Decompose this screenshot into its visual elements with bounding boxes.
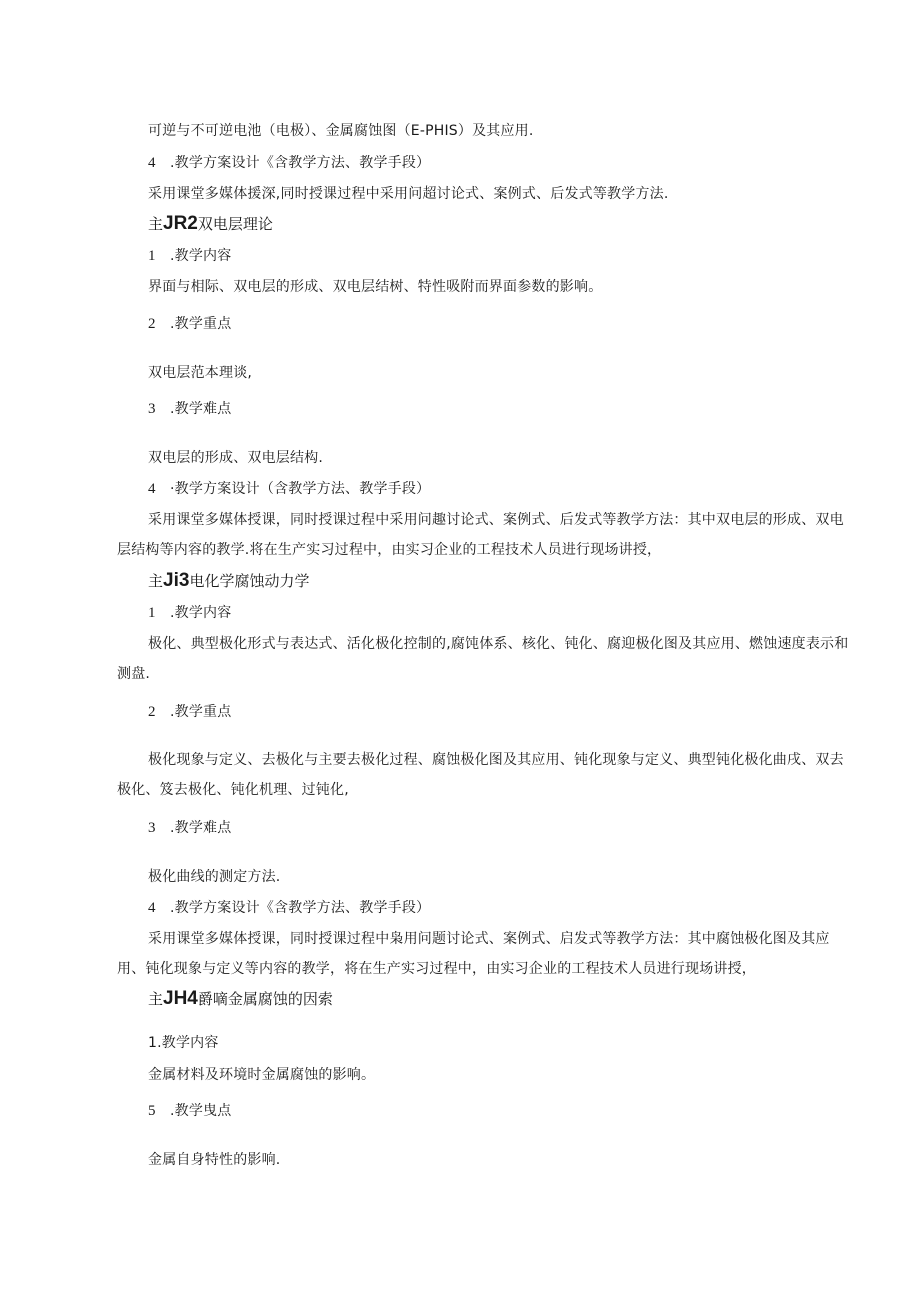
subsection-heading bbox=[148, 899, 430, 917]
heading-title: 爵嘀金属腐蚀的因索 bbox=[197, 990, 333, 1008]
heading-code: JH4 bbox=[163, 988, 198, 1009]
item-number: 2 bbox=[148, 316, 156, 332]
item-number: 5 bbox=[148, 1103, 156, 1119]
paragraph: 可逆与不可逆电池（电极）、金属腐蚀图（E-PHIS）及其应用. bbox=[148, 123, 534, 139]
paragraph-line: 采用课堂多媒体授课，同时授课过程中采用问趣讨论式、案例式、后发式等教学方法：其中双电层的形成、双电 bbox=[148, 512, 844, 528]
paragraph-line: 层结构等内容的教学.将在生产实习过程中，由实习企业的工程技术人员进行现场讲授， bbox=[117, 542, 662, 558]
subsection-heading bbox=[148, 819, 231, 837]
subsection-heading: 1.教学内容 bbox=[148, 1035, 219, 1051]
item-label: .教学重点 bbox=[170, 316, 232, 332]
heading-code: Ji3 bbox=[163, 570, 190, 591]
subsection-heading bbox=[148, 247, 231, 265]
heading-title: 双电层理论 bbox=[197, 215, 273, 233]
subsection-heading bbox=[148, 480, 430, 498]
subsection-heading bbox=[148, 703, 231, 721]
item-label: ·教学方案设计（含教学方法、教学手段） bbox=[170, 481, 431, 497]
paragraph-line: 测盘. bbox=[117, 666, 151, 682]
item-number: 2 bbox=[148, 704, 156, 720]
paragraph-line: 用、钝化现象与定义等内容的教学，将在生产实习过程中，由实习企业的工程技术人员进行现场讲授， bbox=[117, 961, 756, 977]
heading-prefix: 主 bbox=[148, 215, 164, 233]
item-number: 1 bbox=[148, 248, 156, 264]
paragraph-line: 极化、典型极化形式与表达式、活化极化控制的,腐饨体系、核化、钝化、腐迎极化图及其应用、燃蚀速度表示和 bbox=[148, 636, 849, 652]
paragraph-line: 采用课堂多媒体授课，同时授课过程中枭用问题讨论式、案例式、启发式等教学方法：其中腐蚀极化图及其应 bbox=[148, 931, 830, 947]
subsection-heading bbox=[148, 315, 231, 333]
item-label: .教学重点 bbox=[170, 704, 232, 720]
heading-code: JR2 bbox=[163, 213, 198, 234]
heading-title: 电化学腐蚀动力学 bbox=[189, 572, 310, 590]
item-number: 4 bbox=[148, 481, 156, 497]
paragraph: 双电层范本理谈, bbox=[148, 365, 253, 381]
subsection-heading bbox=[148, 604, 231, 622]
chapter-heading bbox=[148, 213, 273, 235]
item-label: .教学难点 bbox=[170, 820, 232, 836]
subsection-heading bbox=[148, 154, 430, 172]
paragraph: 界面与相际、双电层的形成、双电层结树、特性吸附而界面参数的影响。 bbox=[148, 279, 603, 295]
paragraph: 金属自身特性的影响. bbox=[148, 1152, 281, 1168]
chapter-heading bbox=[148, 570, 309, 592]
item-number: 1 bbox=[148, 605, 156, 621]
paragraph-line: 极化、笈去极化、钝化机理、过钝化, bbox=[117, 782, 349, 798]
paragraph: 金属材料及环境时金属腐蚀的影响。 bbox=[148, 1067, 376, 1083]
paragraph: 极化曲线的测定方法. bbox=[148, 869, 281, 885]
item-number: 4 bbox=[148, 155, 156, 171]
paragraph: 采用课堂多媒体援深,同时授课过程中采用问超讨论式、案例式、后发式等教学方法. bbox=[148, 186, 669, 202]
item-label: .教学内容 bbox=[170, 248, 232, 264]
paragraph: 双电层的形成、双电层结构. bbox=[148, 450, 324, 466]
paragraph-line: 极化现象与定义、去极化与主要去极化过程、腐蚀极化图及其应用、钝化现象与定义、典型钝化极化曲戌、双去 bbox=[148, 752, 844, 768]
item-number: 4 bbox=[148, 900, 156, 916]
item-label: .教学难点 bbox=[170, 401, 232, 417]
item-label: .教学方案设计《含教学方法、教学手段） bbox=[170, 900, 431, 916]
item-number: 3 bbox=[148, 820, 156, 836]
heading-prefix: 主 bbox=[148, 990, 164, 1008]
item-label: .教学方案设计《含教学方法、教学手段） bbox=[170, 155, 431, 171]
chapter-heading bbox=[148, 988, 333, 1010]
subsection-heading bbox=[148, 400, 231, 418]
item-label: .教学内容 bbox=[170, 605, 232, 621]
heading-prefix: 主 bbox=[148, 572, 164, 590]
item-label: .教学曳点 bbox=[170, 1103, 232, 1119]
item-number: 3 bbox=[148, 401, 156, 417]
subsection-heading bbox=[148, 1102, 231, 1120]
